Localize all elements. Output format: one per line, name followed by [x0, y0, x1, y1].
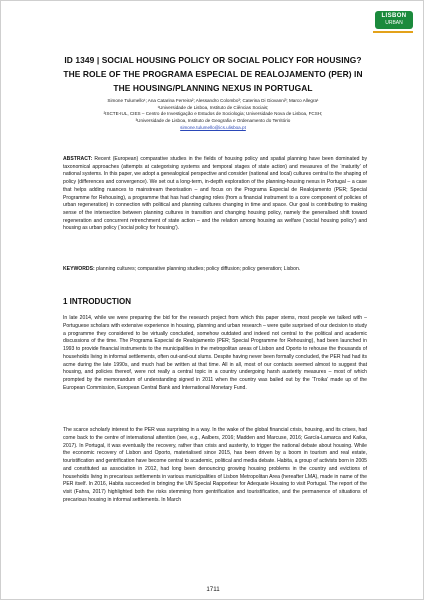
body-paragraph-2: The scarce scholarly interest to the PER was surprising in a way. In the wake of the global financial crisis, housing, and its crises, had come back to the centre of international attention (see, e.g., Aalbers, 2016; Madden and Marcuse, 2016; García-Lamarca and Kaika, 2017). In Portugal, it was eventually the recovery, rather than crisis and austerity, to trigger the national debate about housing. While the economic recovery of Lisbon and Oporto, materialised since 2015, has been driven by a boom in tourism and real estate, touristification and gentrification have become central to academic, political and media debate. Habita, a group of activists born in 2005 and constituted as association in 2012, had long been denouncing growing housing problems in the country and evictions of households living in precarious settlements in various municipalities of Lisbon Metropolitan Area (hereafter LMA), made in name of the PER itself. In 2016, Habita succeeded in bringing the UN Special Rapporteur for Adequate Housing to visit Portugal. The report of the visit (Fahra, 2017) highlighted both the risks stemming from gentrification and touristification, and the permanence of situations of precarious housing in informal settlements. In March — [63, 427, 367, 503]
affiliation-2: ²ISCTE-IUL, CIES – Centro de Investigação e Estudos de Sociologia; Universidade Nova de Lisboa, FCSH; — [103, 111, 323, 117]
logo-line-1: LISBON — [381, 13, 407, 19]
conference-logo — [375, 11, 413, 29]
affiliation-3: ³Universidade de Lisboa, Instituto de Geografia e Ordenamento do Território — [135, 118, 291, 124]
paper-title: ID 1349 | SOCIAL HOUSING POLICY OR SOCIAL POLICY FOR HOUSING? THE ROLE OF THE PROGRAMA ESPECIAL DE REALOJAMENTO (PER) IN THE HOUSING/PLANNING NEXUS IN PORTUGAL — [63, 55, 363, 93]
logo-line-2: URBAN — [385, 20, 403, 26]
body-paragraph-1: In late 2014, while we were preparing the bid for the research project from which this paper stems, most people we talked with – Portuguese scholars with extensive experience in housing, planning and urban research – were quite surprised of our decision to study a programme they considered to be virtually concluded, somehow outdated and indeed not central to the political and academic discussions of the time. The Programa Especial de Realojamento (PER; Special Programme for Rehousing), had been launched in 1993 to provide financial instruments to the municipalities in the metropolitan areas of Lisbon and Oporto to rehouse the thousands of households living in informal settlements, often out-and-out slums. Despite having never been formally concluded, the PER had had its acme during the late 1990s, and much had be written at that time. All in all, most of our contacts seemed almost to suggest that housing, and policies thereof, were not really a central topic in a country undergoing harsh austerity measures – most of which prompted by the memorandum of understanding signed in 2011 when the country was bailed out by the ‘Troika’ made up of the European Commission, European Central Bank and International Monetary Fund. — [63, 315, 367, 391]
author-block — [41, 98, 385, 132]
abstract — [63, 156, 367, 233]
affiliation-1: ¹Universidade de Lisboa, Instituto de Ciências Sociais; — [157, 104, 269, 110]
logo-underline — [373, 31, 413, 33]
author-email-link[interactable]: simone.tulumello@ics.ulisboa.pt — [180, 124, 246, 130]
page-number: 1711 — [206, 586, 220, 593]
keywords-label: KEYWORDS: — [63, 266, 95, 272]
section-heading: 1 INTRODUCTION — [63, 297, 131, 306]
keywords-text: planning cultures; comparative planning studies; policy diffusion; policy generation; Lisbon. — [96, 266, 301, 272]
abstract-text: Recent (European) comparative studies in the fields of housing policy and spatial planning have been dominated by taxonomical approaches (attempts at categorising systems and temporal stages of state action) and measures of the ‘maturity’ of national systems. In this paper, we adopt a genealogical perspective and consider (national and local) cultures central to the shaping of policy (differences and convergence). We set out a long-term, in-depth exploration of the planning-housing nexus in Portugal – a case that helps adding nuances to mainstream theorisation – and focus on the Programa Especial de Realojamento (PER; Special Programme for Rehousing), a programme that has had changing roles (from a financial instrument to a core component of policies of urban regeneration) in connection with political and planning cultures changing in time and space. Our goal is contributing to making sense of the intersection between planning cultures in transition and changing housing policy, namely the generalised shift toward regeneration and concurrent retrenchment of state action – and the relation among housing as welfare (‘social housing policy’) and housing as urban policy (‘social policy for housing’). — [63, 156, 368, 232]
author-list: Simone Tulumello¹; Ana Catarina Ferreira²; Alessandro Colombo³; Caterina Di Giovanni³; Marco Allegra¹ — [107, 98, 319, 103]
abstract-label: ABSTRACT: — [63, 156, 93, 162]
keywords — [63, 266, 367, 274]
